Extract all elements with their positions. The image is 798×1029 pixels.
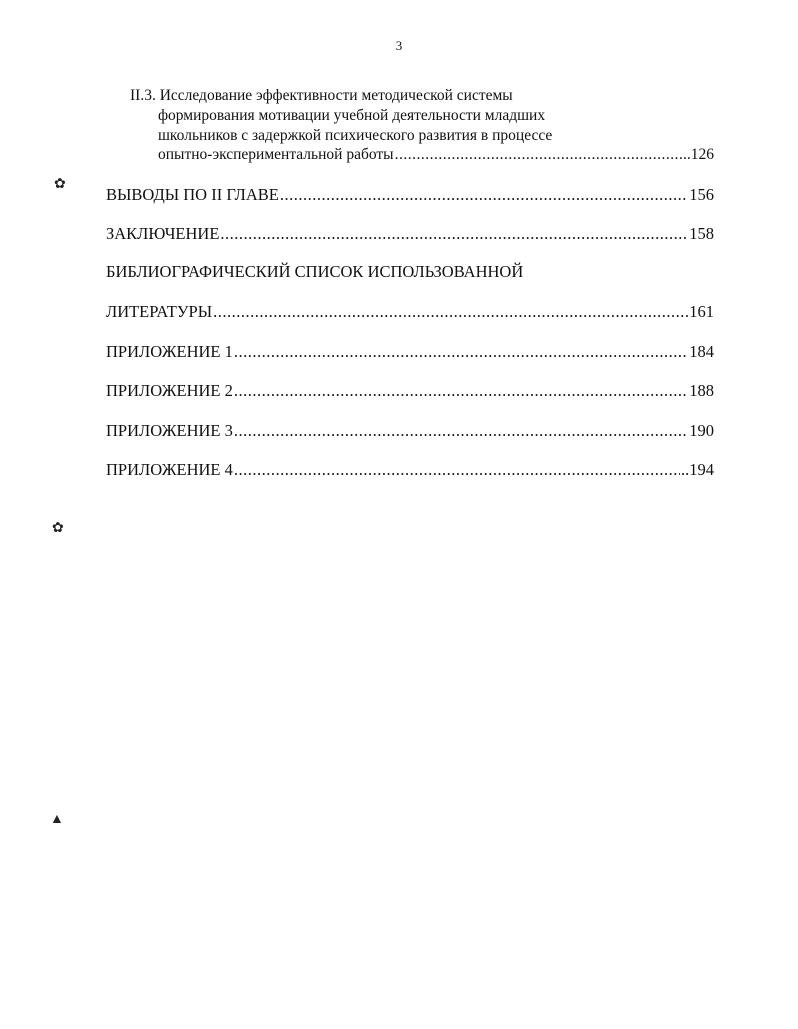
dot-leader [234,460,680,480]
toc-row-conclusion [106,224,714,244]
toc-row-appendix-4 [106,460,714,480]
toc-title: ЛИТЕРАТУРЫ [106,302,213,321]
subsection-line-2: формирования мотивации учебной деятельности младших [158,107,546,124]
page-ref: 158 [689,224,714,243]
scan-speck: ✿ [52,521,64,536]
toc-title: ВЫВОДЫ ПО II ГЛАВЕ [106,185,279,204]
dot-leader [280,185,688,205]
subsection-line-1: II.3. Исследование эффективности методической системы [130,87,513,104]
toc-row-appendix-1 [106,342,714,362]
toc-row-conclusions-chapter-2 [106,185,714,205]
toc-title-bibliography-line-1: БИБЛИОГРАФИЧЕСКИЙ СПИСОК ИСПОЛЬЗОВАННОЙ [106,262,524,281]
page-ref: ..126 [683,146,714,163]
page-ref: ..194 [681,460,714,479]
scan-speck: ▲ [50,812,64,827]
subsection-line-3: школьников с задержкой психического развития в процессе [158,127,553,144]
page-ref: 184 [689,342,714,361]
page-number: 3 [395,38,403,53]
toc-row-bibliography [106,302,714,322]
dot-leader [213,302,688,322]
page-ref: 188 [689,381,714,400]
toc-title: ЗАКЛЮЧЕНИЕ [106,224,220,243]
toc-title: ПРИЛОЖЕНИЕ 2 [106,381,233,400]
toc-row-appendix-3 [106,421,714,441]
toc-row-subsection-2-3 [158,146,714,164]
page-ref: 190 [689,421,714,440]
page-ref: 161 [689,302,714,321]
toc-title: ПРИЛОЖЕНИЕ 1 [106,342,233,361]
page-ref: 156 [689,185,714,204]
scan-speck: ✿ [54,177,66,192]
toc-title: ПРИЛОЖЕНИЕ 3 [106,421,233,440]
dot-leader [220,224,688,244]
toc-row-appendix-2 [106,381,714,401]
toc-title: ПРИЛОЖЕНИЕ 4 [106,460,233,479]
subsection-line-4: опытно-экспериментальной работы [158,146,394,163]
dot-leader [234,421,688,441]
dot-leader [234,381,688,401]
dot-leader [395,146,682,164]
toc-subsection-2-3 [130,86,714,146]
dot-leader [234,342,688,362]
